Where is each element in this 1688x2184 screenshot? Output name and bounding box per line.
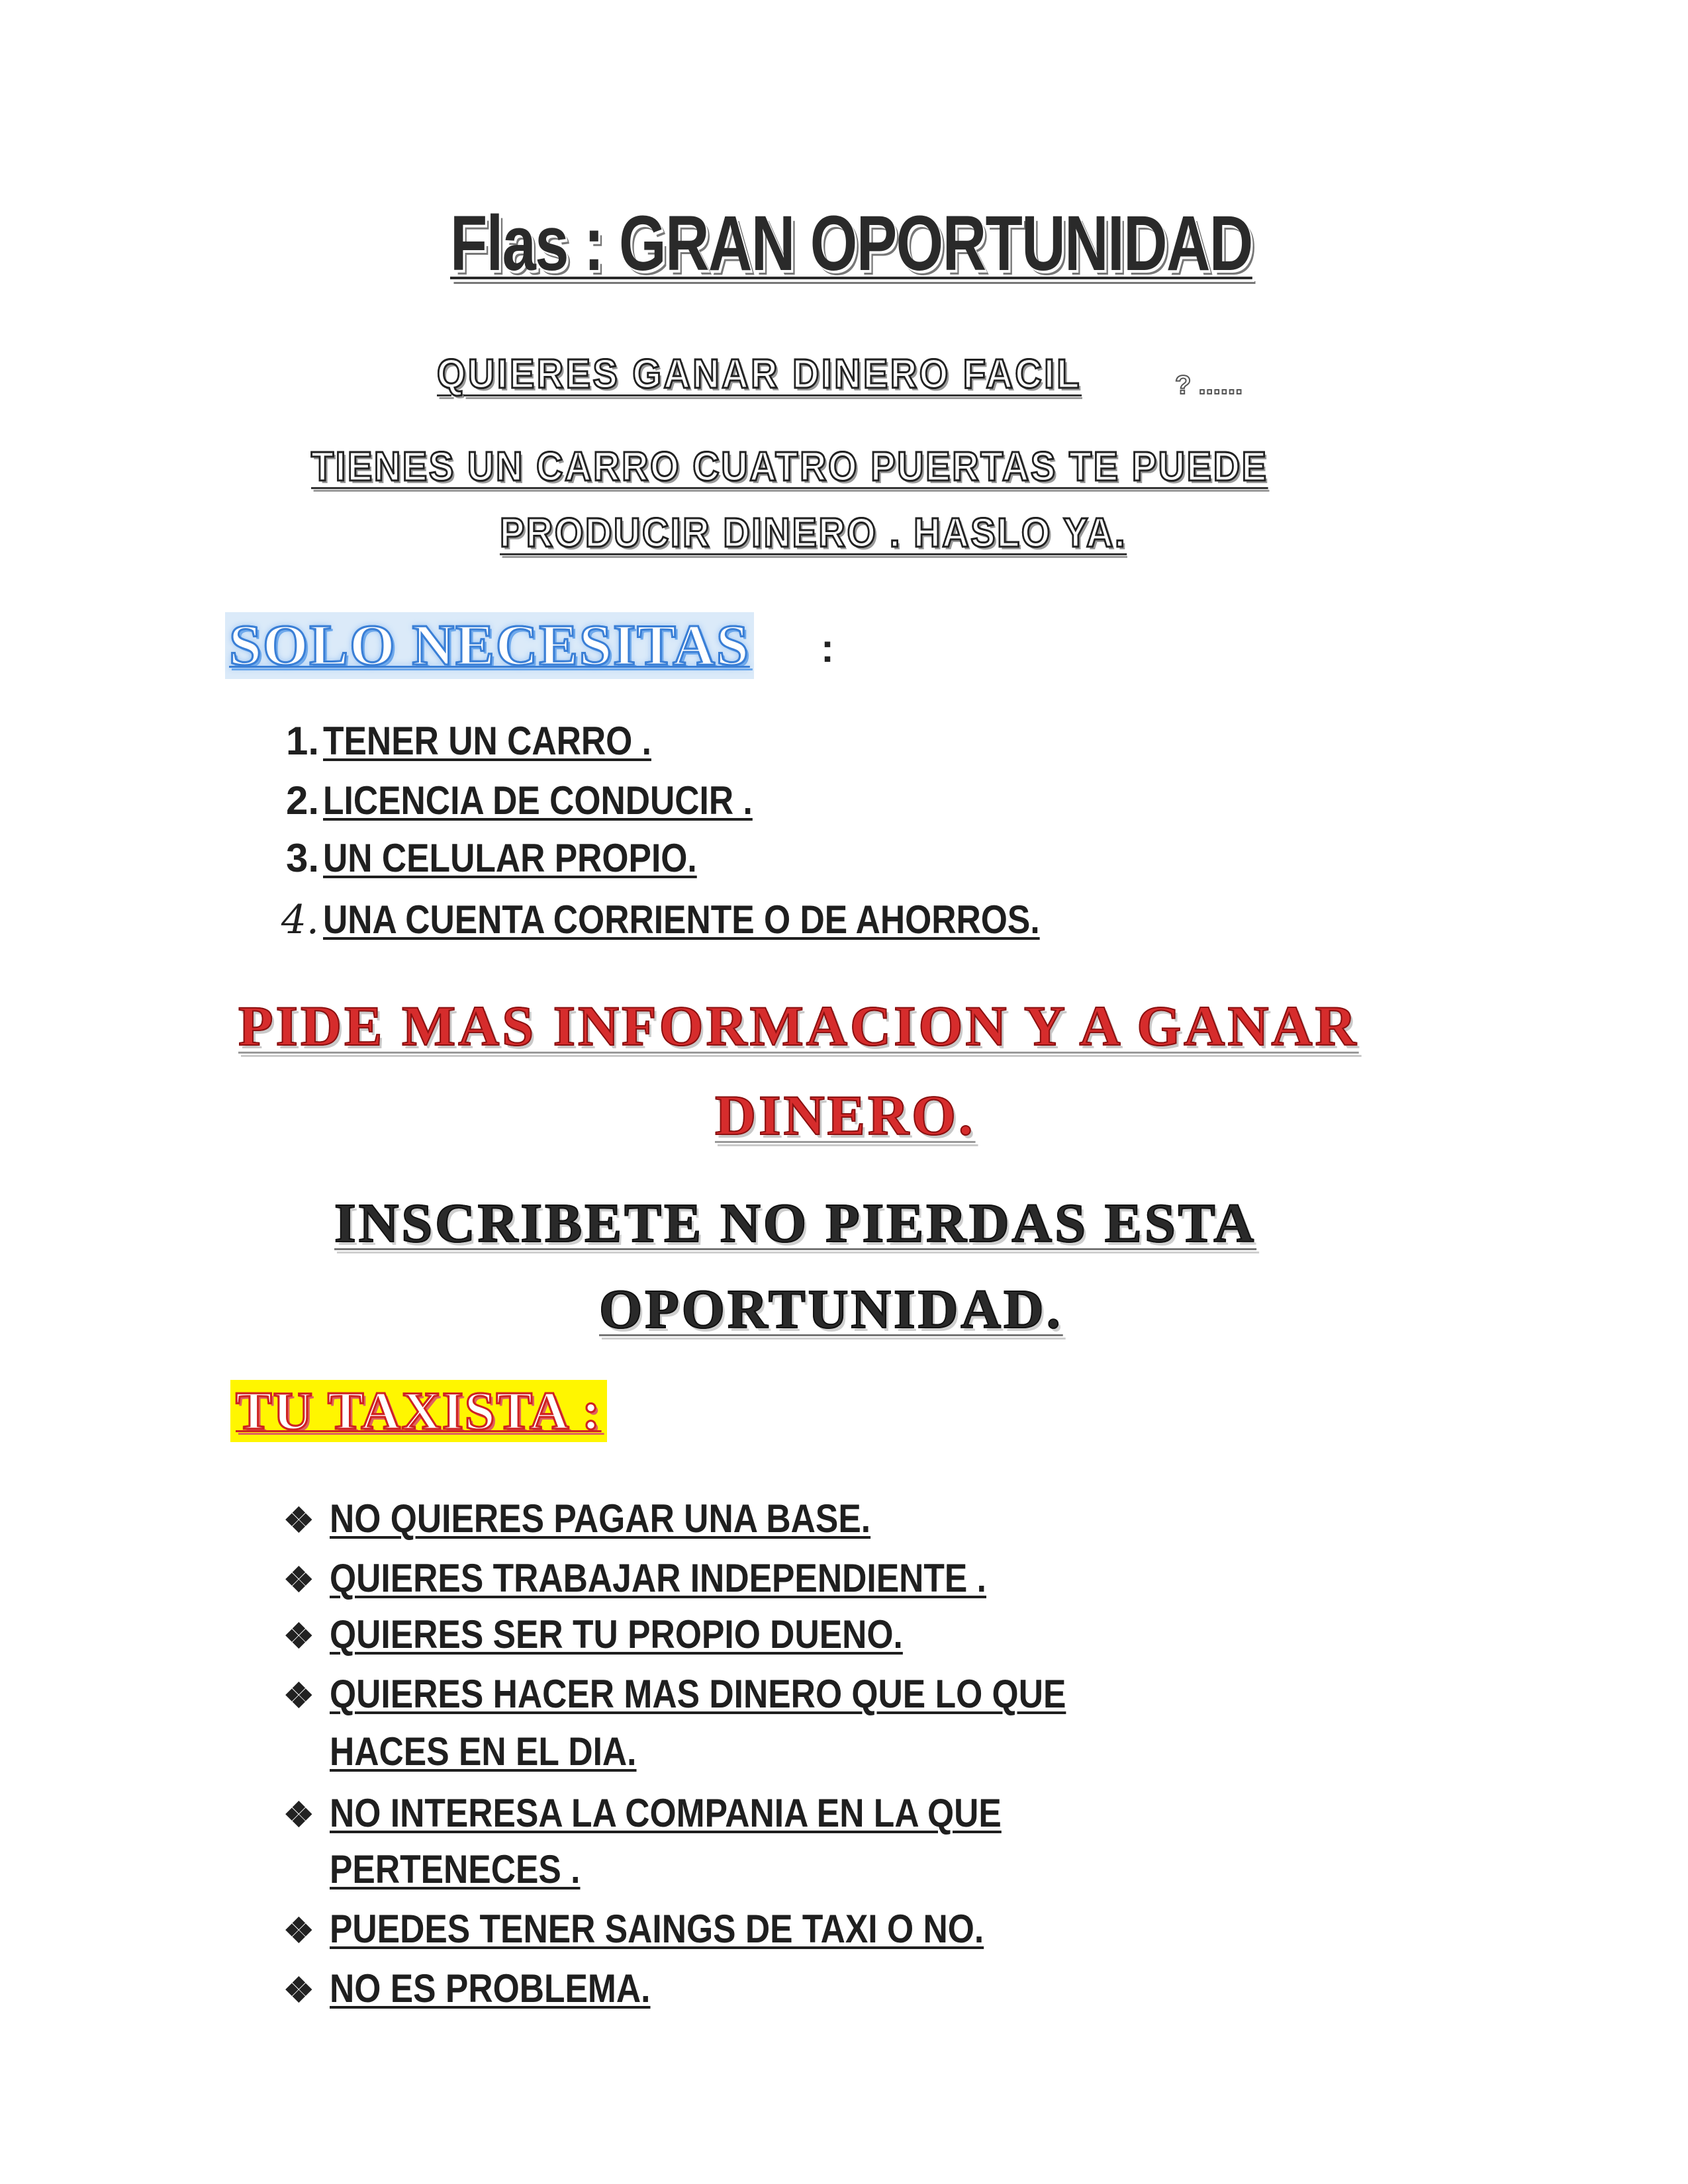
diamond-bullet-icon: ❖: [283, 1617, 314, 1656]
taxi-item-continuation: [330, 1729, 686, 1774]
signup-line-1: INSCRIBETE NO PIERDAS ESTA: [334, 1193, 1257, 1254]
requirements-header: SOLO NECESITAS: [225, 612, 754, 679]
diamond-bullet-icon: ❖: [283, 1677, 314, 1715]
requirements-header-colon: :: [821, 626, 834, 670]
intro-line-1: QUIERES GANAR DINERO FACIL: [437, 351, 1082, 397]
taxi-item: [283, 1966, 702, 2011]
call-to-action-line-1: PIDE MAS INFORMACION Y A GANAR: [238, 994, 1359, 1058]
requirement-item: [271, 778, 822, 823]
requirement-text: LICENCIA DE CONDUCIR .: [323, 778, 753, 823]
taxi-item: [283, 1790, 1111, 1836]
requirement-item: [271, 897, 1156, 943]
page-title: Flas : GRAN OPORTUNIDAD: [450, 200, 1252, 287]
taxi-header: TU TAXISTA :: [230, 1380, 607, 1442]
intro-line-2: TIENES UN CARRO CUATRO PUERTAS TE PUEDE: [311, 444, 1268, 490]
diamond-bullet-icon: ❖: [283, 1502, 314, 1540]
diamond-bullet-icon: ❖: [283, 1561, 314, 1600]
requirement-number: 4.: [281, 897, 319, 943]
taxi-item-text: NO QUIERES PAGAR UNA BASE.: [330, 1496, 871, 1541]
requirement-text: UN CELULAR PROPIO.: [323, 836, 697, 880]
taxi-item-text: NO INTERESA LA COMPANIA EN LA QUE: [330, 1791, 1002, 1835]
taxi-item: [283, 1555, 1093, 1601]
taxi-item-text: NO ES PROBLEMA.: [330, 1966, 651, 2011]
call-to-action-line-2: DINERO.: [715, 1083, 976, 1147]
diamond-bullet-icon: ❖: [283, 1796, 314, 1835]
taxi-item-text: HACES EN EL DIA.: [330, 1729, 637, 1774]
requirement-number: 2.: [285, 778, 319, 823]
taxi-item: [283, 1496, 959, 1541]
taxi-item: [283, 1671, 1186, 1717]
requirement-number: 1.: [285, 719, 319, 763]
requirement-text: UNA CUENTA CORRIENTE O DE AHORROS.: [323, 897, 1040, 942]
requirement-number: 3.: [285, 836, 319, 880]
taxi-item-text: PERTENECES .: [330, 1847, 581, 1891]
taxi-item-continuation: [330, 1846, 621, 1892]
diamond-bullet-icon: ❖: [283, 1972, 314, 2010]
requirement-item: [271, 835, 758, 881]
intro-line-1-tail: ? ......: [1175, 371, 1243, 400]
signup-line-2: OPORTUNIDAD.: [599, 1279, 1063, 1340]
taxi-item-text: QUIERES SER TU PROPIO DUENO.: [330, 1612, 903, 1657]
requirement-text: TENER UN CARRO .: [323, 719, 651, 763]
intro-line-3: PRODUCIR DINERO . HASLO YA.: [500, 510, 1127, 556]
taxi-item-text: QUIERES TRABAJAR INDEPENDIENTE .: [330, 1556, 986, 1600]
taxi-item-text: PUEDES TENER SAINGS DE TAXI O NO.: [330, 1907, 984, 1951]
taxi-item-text: QUIERES HACER MAS DINERO QUE LO QUE: [330, 1672, 1066, 1716]
taxi-item: [283, 1612, 996, 1657]
requirement-item: [271, 718, 705, 764]
diamond-bullet-icon: ❖: [283, 1912, 314, 1950]
taxi-item: [283, 1906, 1090, 1952]
